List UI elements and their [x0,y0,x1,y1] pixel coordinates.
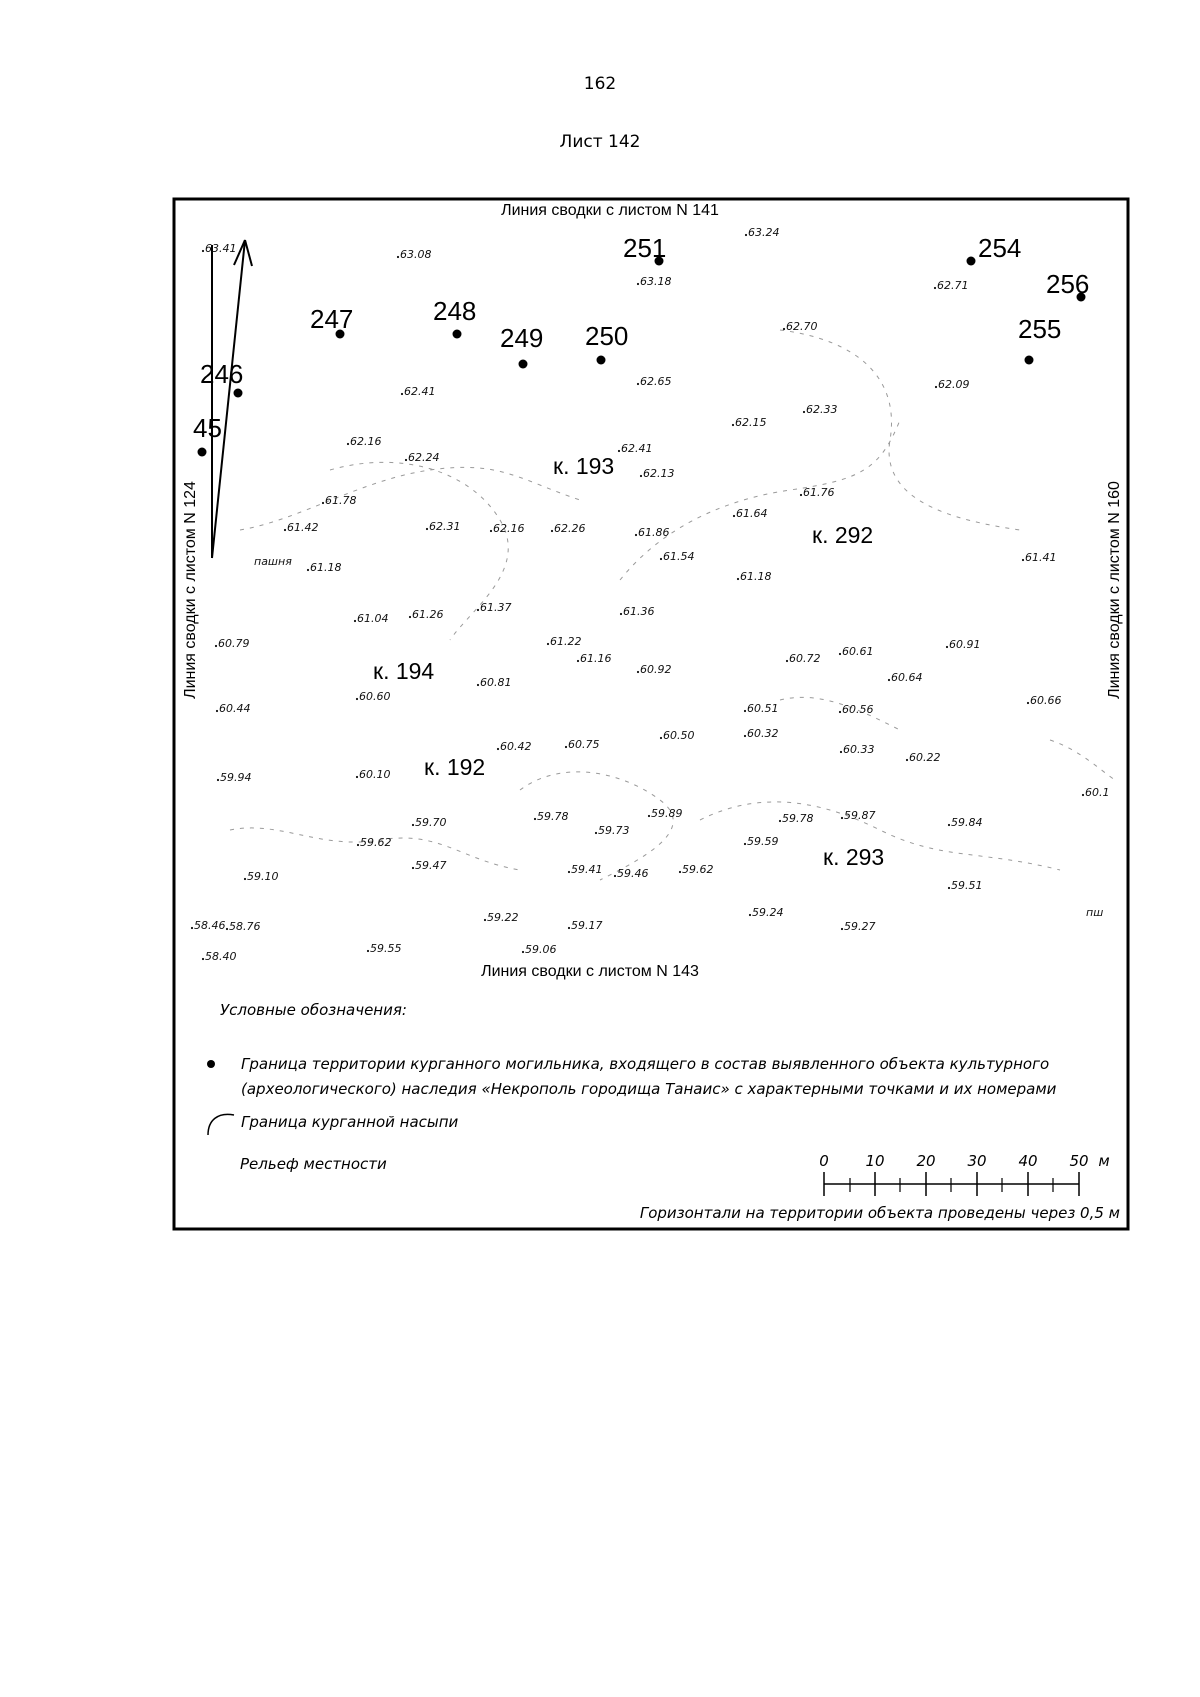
elevation-point [522,951,524,953]
elevation-label: 61.42 [287,521,319,534]
elevation-point [888,679,890,681]
elevation-point [356,698,358,700]
elevation-label: 60.75 [568,738,600,751]
legend-boundary-line1: Граница территории курганного могильника, входящего в состав выявленного объекта культурного [241,1055,1050,1073]
boundary-point [433,296,476,339]
elevation-point [568,927,570,929]
elevation-label: 59.73 [598,824,630,837]
elevation-point [749,914,751,916]
elevation-label: 62.26 [554,522,586,535]
elevation-label: 59.62 [360,836,392,849]
map-frame [174,199,1128,1229]
field-note-ploughland-2: пш [1086,906,1104,919]
elevation-point [637,283,639,285]
elevation-point [948,887,950,889]
elevation-point [215,645,217,647]
elevation-point [577,660,579,662]
elevation-label: 61.18 [740,570,772,583]
elevation-label: 60.60 [359,690,391,703]
elevation-label: 60.72 [789,652,821,665]
elevation-point [412,824,414,826]
elevation-label: 60.91 [949,638,981,651]
elevation-label: 61.18 [310,561,342,574]
elevation-point [1027,702,1029,704]
elevation-label: 59.10 [247,870,279,883]
elevation-point [841,817,843,819]
elevation-point [737,578,739,580]
elevation-label: 59.41 [571,863,603,876]
boundary-point [585,321,628,365]
elevation-point [637,383,639,385]
elevation-label: 62.16 [493,522,525,535]
elevation-label: 59.87 [844,809,876,822]
elevation-point [1082,794,1084,796]
elevation-label: 63.24 [748,226,780,239]
elevation-label: 62.70 [786,320,818,333]
elevation-label: 63.18 [640,275,672,288]
elevation-point [618,450,620,452]
elevation-label: 60.79 [218,637,250,650]
scale-tick-label: 20 [916,1152,936,1170]
elevation-point [412,867,414,869]
elevation-label: 61.64 [736,507,768,520]
elevation-point [744,735,746,737]
elevation-point [551,530,553,532]
elevation-point [547,643,549,645]
field-note-ploughland: пашня [254,555,292,568]
elevation-point [1022,559,1024,561]
top-edge-label: Линия сводки с листом N 141 [501,202,719,219]
elevation-label: 60.51 [747,702,779,715]
elevation-point [401,393,403,395]
elevation-label: 62.15 [735,416,767,429]
elevation-label: 59.51 [951,879,983,892]
svg-text:246: 246 [200,359,244,389]
svg-text:250: 250 [585,321,629,351]
elevation-point [397,256,399,258]
elevation-point [322,502,324,504]
elevation-point [745,234,747,236]
boundary-point [1018,314,1061,365]
svg-text:251: 251 [623,233,667,263]
boundary-point [310,304,353,339]
elevation-point [284,529,286,531]
elevation-label: 62.09 [938,378,970,391]
elevation-point [803,411,805,413]
elevation-label: 61.76 [803,486,835,499]
scale-unit: м [1098,1152,1110,1170]
elevation-label: 62.13 [643,467,675,480]
elevation-label: 61.37 [480,601,512,614]
elevation-point [744,843,746,845]
elevation-label: 59.78 [782,812,814,825]
north-arrow-icon [212,240,252,558]
elevation-point [202,958,204,960]
svg-text:256: 256 [1046,269,1090,299]
mound-label: к. 192 [424,754,486,780]
bottom-edge-label: Линия сводки с листом N 143 [481,963,699,980]
elevation-label: 58.76 [229,920,261,933]
scale-tick-label: 10 [865,1152,885,1170]
elevation-point [840,751,842,753]
elevation-label: 60.44 [219,702,251,715]
elevation-label: 60.33 [843,743,875,756]
elevation-point [841,928,843,930]
elevation-point [906,759,908,761]
elevation-label: 59.46 [617,867,649,880]
elevation-point [426,528,428,530]
left-edge-label: Линия сводки с листом N 124 [182,481,199,699]
elevation-label: 60.42 [500,740,532,753]
elevation-point [733,515,735,517]
elevation-point [640,475,642,477]
svg-text:45: 45 [193,413,222,443]
boundary-point-legend-icon [207,1060,215,1068]
elevation-point [216,710,218,712]
elevation-label: 60.61 [842,645,874,658]
elevation-label: 62.41 [404,385,436,398]
svg-text:249: 249 [500,323,544,353]
elevation-point [367,950,369,952]
elevation-label: 60.64 [891,671,923,684]
elevation-point [484,919,486,921]
boundary-point [967,233,1022,266]
elevation-label: 62.33 [806,403,838,416]
boundary-point [200,359,243,398]
elevation-label: 59.24 [752,906,784,919]
legend-relief: Рельеф местности [240,1155,387,1173]
elevation-point [191,927,193,929]
scale-bar [819,1152,1109,1196]
elevation-label: 59.70 [415,816,447,829]
elevation-point [307,569,309,571]
elevation-point [783,328,785,330]
elevation-label: 59.47 [415,859,447,872]
svg-text:247: 247 [310,304,354,334]
elevation-label: 59.62 [682,863,714,876]
right-edge-label: Линия сводки с листом N 160 [1106,481,1123,699]
elevation-label: 60.1 [1085,786,1110,799]
elevation-label: 59.22 [487,911,519,924]
elevation-point [226,928,228,930]
elevation-point [660,737,662,739]
elevation-label: 59.27 [844,920,876,933]
elevation-marks [191,226,1110,963]
legend-mound-boundary: Граница курганной насыпи [241,1113,459,1131]
elevation-label: 59.59 [747,835,779,848]
elevation-label: 61.16 [580,652,612,665]
elevation-point [786,660,788,662]
elevation-point [679,871,681,873]
elevation-point [565,746,567,748]
elevation-point [357,844,359,846]
legend [207,1001,1120,1222]
elevation-point [490,530,492,532]
elevation-label: 60.81 [480,676,512,689]
boundary-point [500,323,543,369]
elevation-label: 63.08 [400,248,432,261]
elevation-point [202,250,204,252]
elevation-point [356,776,358,778]
elevation-label: 60.22 [909,751,941,764]
elevation-point [800,494,802,496]
elevation-point [534,818,536,820]
elevation-point [595,832,597,834]
elevation-label: 61.36 [623,605,655,618]
elevation-point [620,613,622,615]
elevation-label: 61.41 [1025,551,1057,564]
elevation-label: 61.86 [638,526,670,539]
mound-label: к. 293 [823,844,885,870]
elevation-label: 60.32 [747,727,779,740]
legend-title: Условные обозначения: [220,1001,407,1019]
mound-boundary-legend-icon [208,1114,234,1135]
elevation-label: 62.65 [640,375,672,388]
elevation-point [779,820,781,822]
elevation-point [946,646,948,648]
legend-boundary-line2: (археологического) наследия «Некрополь городища Танаис» с характерными точками и их номерами [241,1080,1057,1098]
elevation-label: 60.92 [640,663,672,676]
elevation-point [637,671,639,673]
elevation-point [935,386,937,388]
boundary-point [193,413,222,457]
svg-text:254: 254 [978,233,1022,263]
elevation-label: 61.22 [550,635,582,648]
elevation-label: 60.50 [663,729,695,742]
elevation-label: 61.78 [325,494,357,507]
elevation-label: 59.06 [525,943,557,956]
elevation-point [660,558,662,560]
elevation-point [405,459,407,461]
elevation-label: 62.16 [350,435,382,448]
elevation-label: 61.04 [357,612,389,625]
elevation-point [477,684,479,686]
elevation-point [497,748,499,750]
contour-interval-note: Горизонтали на территории объекта проведены через 0,5 м [639,1204,1120,1222]
elevation-label: 59.89 [651,807,683,820]
elevation-label: 60.56 [842,703,874,716]
elevation-point [568,871,570,873]
elevation-point [839,653,841,655]
elevation-label: 59.84 [951,816,983,829]
elevation-point [934,287,936,289]
elevation-label: 59.55 [370,942,402,955]
elevation-label: 59.78 [537,810,569,823]
svg-text:255: 255 [1018,314,1062,344]
elevation-point [744,710,746,712]
elevation-label: 59.17 [571,919,603,932]
boundary-point [1046,269,1089,302]
mound-label: к. 193 [553,453,615,479]
elevation-point [409,616,411,618]
scale-tick-label: 50 [1069,1152,1089,1170]
elevation-point [217,779,219,781]
scale-tick-label: 30 [967,1152,987,1170]
elevation-label: 58.40 [205,950,237,963]
elevation-point [354,620,356,622]
elevation-label: 60.66 [1030,694,1062,707]
elevation-label: 63.41 [205,242,237,255]
elevation-label: 59.94 [220,771,252,784]
elevation-point [648,815,650,817]
scale-tick-label: 40 [1018,1152,1038,1170]
relief-contours [230,330,1115,880]
elevation-point [477,609,479,611]
elevation-label: 62.41 [621,442,653,455]
elevation-point [732,424,734,426]
elevation-label: 61.26 [412,608,444,621]
elevation-label: 62.71 [937,279,969,292]
elevation-point [614,875,616,877]
mound-label: к. 194 [373,658,435,684]
sheet-title: Лист 142 [559,132,641,152]
elevation-point [244,878,246,880]
elevation-label: 60.10 [359,768,391,781]
elevation-label: 58.46 [194,919,226,932]
elevation-point [948,824,950,826]
page-number: 162 [583,74,617,94]
elevation-point [347,443,349,445]
elevation-label: 62.31 [429,520,461,533]
boundary-point [623,233,666,266]
elevation-label: 61.54 [663,550,695,563]
mound-label: к. 292 [812,522,874,548]
elevation-point [635,534,637,536]
elevation-point [839,711,841,713]
scale-tick-label: 0 [819,1152,829,1170]
svg-text:248: 248 [433,296,477,326]
elevation-label: 62.24 [408,451,440,464]
